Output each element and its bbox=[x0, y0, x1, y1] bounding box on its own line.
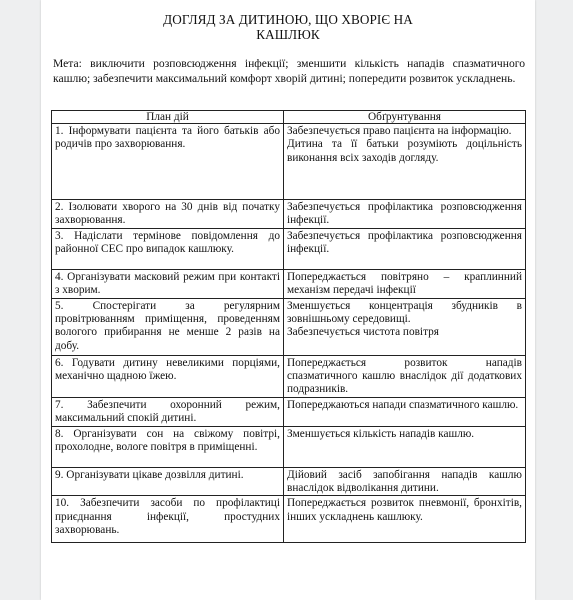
table-row bbox=[52, 496, 526, 543]
table-row bbox=[52, 426, 526, 467]
table-header-row bbox=[52, 111, 526, 124]
action-cell: 10. Забезпечити засоби по профілактиці приєднання інфекції, простудних захворювань. bbox=[52, 496, 284, 543]
rationale-cell bbox=[284, 124, 526, 200]
rationale-text: Зменшується концентрація збудників в зовнішньому середовищі. bbox=[287, 299, 522, 326]
header-rationale: Обґрунтування bbox=[284, 111, 526, 124]
rationale-cell bbox=[284, 467, 526, 496]
rationale-text: Попереджаються напади спазматичного кашлю. bbox=[287, 398, 519, 411]
table-row bbox=[52, 355, 526, 397]
title-line-1: ДОГЛЯД ЗА ДИТИНОЮ, ЩО ХВОРІЄ НА bbox=[163, 12, 413, 27]
rationale-text: Попереджається повітряно – краплинний механізм передачі інфекції bbox=[287, 270, 522, 297]
document-title bbox=[41, 12, 535, 42]
action-cell: 3. Надіслати термінове повідомлення до районної СЕС про випадок кашлюку. bbox=[52, 228, 284, 269]
rationale-text: Забезпечується чистота повітря bbox=[287, 326, 439, 339]
title-line-2: КАШЛЮК bbox=[256, 27, 320, 42]
action-cell: 7. Забезпечити охоронний режим, максимальний спокій дитині. bbox=[52, 397, 284, 426]
rationale-text: Забезпечується право пацієнта на інформацію. bbox=[287, 125, 512, 137]
action-cell: 5. Спостерігати за регулярним провітрюванням приміщення, проведенням вологого прибирання не менше 2 разів на добу. bbox=[52, 298, 284, 355]
action-cell: 2. Ізолювати хворого на 30 днів від початку захворювання. bbox=[52, 200, 284, 229]
rationale-text: Забезпечується профілактика розповсюдження інфекції. bbox=[287, 229, 522, 256]
action-cell: 6. Годувати дитину невеликими порціями, механічно щадною їжею. bbox=[52, 355, 284, 397]
table-row bbox=[52, 124, 526, 200]
table-row bbox=[52, 200, 526, 229]
table-row bbox=[52, 397, 526, 426]
rationale-cell bbox=[284, 200, 526, 229]
table-row bbox=[52, 269, 526, 298]
action-cell: 4. Організувати масковий режим при контакті з хворим. bbox=[52, 269, 284, 298]
rationale-text: Забезпечується профілактика розповсюдження інфекції. bbox=[287, 201, 522, 227]
table-row bbox=[52, 467, 526, 496]
rationale-text: Дійовий засіб запобігання нападів кашлю внаслідок відволікання дитини. bbox=[287, 468, 522, 495]
care-plan-table bbox=[51, 110, 526, 543]
table-row bbox=[52, 228, 526, 269]
table-row bbox=[52, 298, 526, 355]
rationale-text: Зменшується кількість нападів кашлю. bbox=[287, 427, 475, 440]
rationale-text: Попереджається розвиток пневмонії, бронхітів, інших ускладнень кашлюку. bbox=[287, 497, 522, 523]
rationale-cell bbox=[284, 397, 526, 426]
action-cell: 1. Інформувати пацієнта та його батьків або родичів про захворювання. bbox=[52, 124, 284, 200]
goal-paragraph: Мета: виключити розповсюдження інфекції; зменшити кількість нападів спазматичного кашлю; забезпечити максимальний комфорт хворій дитині; попередити розвиток ускладнень. bbox=[53, 57, 525, 85]
action-cell: 8. Організувати сон на свіжому повітрі, прохолодне, вологе повітря в приміщенні. bbox=[52, 426, 284, 467]
header-plan: План дій bbox=[52, 111, 284, 124]
rationale-cell bbox=[284, 228, 526, 269]
rationale-text: Дитина та її батьки розуміють доцільність виконання всіх заходів догляду. bbox=[287, 138, 522, 164]
rationale-cell bbox=[284, 269, 526, 298]
document-page bbox=[41, 0, 535, 600]
rationale-cell bbox=[284, 496, 526, 543]
rationale-cell bbox=[284, 298, 526, 355]
rationale-text: Попереджається розвиток нападів спазматичного кашлю внаслідок дії додаткових подразників. bbox=[287, 356, 522, 396]
rationale-cell bbox=[284, 355, 526, 397]
rationale-cell bbox=[284, 426, 526, 467]
table-body bbox=[52, 124, 526, 543]
action-cell: 9. Організувати цікаве дозвілля дитині. bbox=[52, 467, 284, 496]
